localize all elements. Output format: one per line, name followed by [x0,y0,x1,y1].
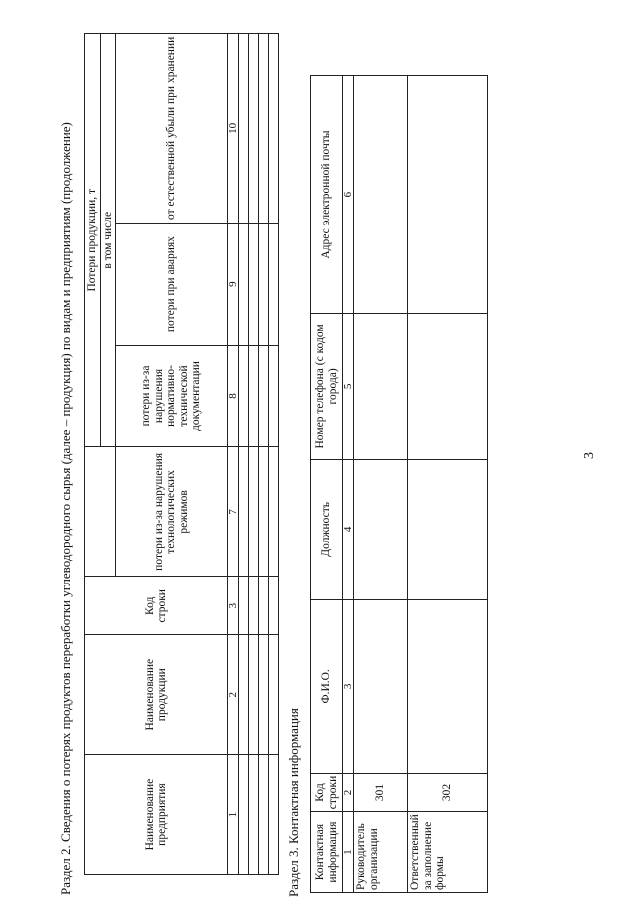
header-fio: Ф.И.О. [311,599,343,773]
column-numbers-row [343,76,354,893]
column-numbers-row [228,34,239,875]
header-including: в том числе [100,34,116,447]
colnum: 9 [228,223,239,345]
section2-table [84,33,279,875]
header-contact: Контактная информация [311,812,343,893]
empty-row [259,34,269,875]
header-position: Должность [311,459,343,599]
colnum: 5 [343,314,354,460]
table-row [354,76,408,893]
section3-table [310,75,488,893]
colnum: 3 [343,599,354,773]
header-product: Наименование продукции [85,635,228,755]
header-enterprise: Наименование предприятия [85,755,228,875]
empty-row [239,34,249,875]
header-code: Код строки [85,577,228,635]
section2-title: Раздел 2. Сведения о потерях продуктов переработки углеводородного сырья (далее – продукция) по видам и предприятиям (продолжение) [58,122,73,895]
empty-row [249,34,259,875]
section3-title: Раздел 3. Контактная информация [286,708,301,897]
row-label: Руководитель организации [354,812,408,893]
colnum: 2 [228,635,239,755]
colnum: 1 [228,755,239,875]
header-tech-regimes: потери из-за нарушения технологических режимов [116,447,228,577]
header-accidents: потери при авариях [116,223,228,345]
header-normative-docs: потери из-за нарушения нормативно-технической документации [116,345,228,447]
colnum: 2 [343,773,354,812]
colnum: 4 [343,459,354,599]
table-row [408,76,488,893]
row-label: Ответственный за заполнение формы [408,812,488,893]
colnum: 10 [228,34,239,224]
header-phone: Номер телефона (с кодом города) [311,314,343,460]
colnum: 6 [343,76,354,314]
colnum: 1 [343,812,354,893]
page-number: 3 [582,452,597,459]
header-code: Код строки [311,773,343,812]
header-losses: Потери продукции, т [85,34,101,447]
colnum: 8 [228,345,239,447]
header-storage: от естественной убыли при хранении [116,34,228,224]
empty-row [269,34,279,875]
header-email: Адрес электронной почты [311,76,343,314]
row-code: 301 [354,773,408,812]
colnum: 3 [228,577,239,635]
colnum: 7 [228,447,239,577]
row-code: 302 [408,773,488,812]
